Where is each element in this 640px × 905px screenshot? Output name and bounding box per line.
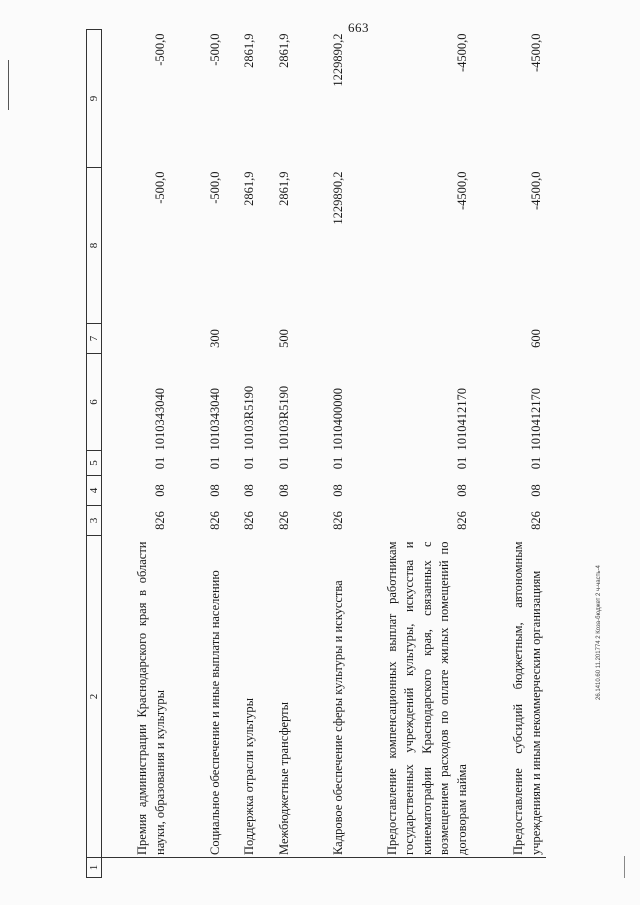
cell-subsection: 01 (241, 456, 256, 470)
cell-subsection: 01 (276, 456, 291, 470)
header-cell: 1 (87, 858, 102, 878)
header-cell: 6 (87, 354, 102, 451)
cell-ministry: 826 (330, 511, 345, 530)
table-row (259, 30, 294, 878)
cell-amount-8: -500,0 (152, 171, 167, 204)
cell-amount-8: -500,0 (207, 171, 222, 204)
cell-ministry: 826 (276, 511, 291, 530)
cell-description: Социальное обеспечение и иные выплаты населению (170, 536, 225, 858)
cell-section: 08 (276, 484, 291, 497)
cell-section: 08 (454, 484, 469, 497)
cell-ministry: 826 (454, 511, 469, 530)
cell-col1 (102, 858, 170, 878)
cell-expense-type (102, 324, 170, 354)
cell-ministry: 826 (241, 511, 256, 530)
cell-amount-9: -4500,0 (454, 33, 469, 73)
table-row (294, 30, 348, 878)
cell-description: Предоставление компенсационных выплат работникам государственных учреждений культуры, искусства и кинематографии Краснодарского края, связанных с возмещением расходов по оплате жилых помещений по договорам найма (348, 536, 472, 858)
cell-description: Кадровое обеспечение сферы культуры и искусства (294, 536, 348, 858)
margin-line (8, 60, 9, 110)
cell-target-code: 1010412170 (454, 388, 469, 451)
cell-subsection: 01 (207, 456, 222, 470)
cell-col1 (170, 858, 225, 878)
cell-amount-9: -4500,0 (528, 33, 543, 73)
header-cell: 9 (87, 30, 102, 168)
cell-amount-9: 2861,9 (276, 33, 291, 68)
cell-section: 08 (241, 484, 256, 497)
header-cell: 4 (87, 476, 102, 506)
cell-amount-9: 2861,9 (241, 33, 256, 68)
cell-subsection: 01 (454, 456, 469, 470)
cell-target-code: 1010343040 (152, 388, 167, 451)
cell-col1 (348, 858, 472, 878)
header-cell: 5 (87, 451, 102, 476)
cell-expense-type (294, 324, 348, 354)
cell-subsection: 01 (152, 456, 167, 470)
cell-target-code: 10103R5190 (241, 385, 256, 451)
margin-mark (624, 856, 625, 878)
cell-expense-type (348, 324, 472, 354)
cell-subsection: 01 (528, 456, 543, 470)
cell-col1 (225, 858, 259, 878)
cell-target-code: 1010343040 (207, 388, 222, 451)
cell-ministry: 826 (207, 511, 222, 530)
page-number: 663 (348, 20, 369, 35)
table-row (472, 30, 546, 878)
cell-target-code: 1010412170 (528, 388, 543, 451)
cell-ministry: 826 (152, 511, 167, 530)
table-row (102, 30, 170, 878)
cell-description: Предоставление субсидий бюджетным, автономным учреждениям и иным некоммерческим организациям (472, 536, 546, 858)
cell-amount-9: -500,0 (207, 33, 222, 66)
cell-expense-type: 500 (276, 329, 291, 348)
cell-target-code: 10103R5190 (276, 385, 291, 451)
header-cell: 3 (87, 506, 102, 536)
cell-amount-8: 2861,9 (276, 171, 291, 206)
cell-amount-9: 1229890,2 (330, 33, 345, 87)
cell-amount-9: -500,0 (152, 33, 167, 66)
header-cell: 2 (87, 536, 102, 858)
cell-description: Межбюджетные трансферты (259, 536, 294, 858)
cell-expense-type (225, 324, 259, 354)
cell-amount-8: -4500,0 (454, 171, 469, 211)
table-row (225, 30, 259, 878)
cell-col1 (259, 858, 294, 878)
cell-section: 08 (330, 484, 345, 497)
cell-subsection: 01 (330, 456, 345, 470)
cell-col1 (294, 858, 348, 878)
cell-section: 08 (207, 484, 222, 497)
cell-description: Премия администрации Краснодарского края в области науки, образования и культуры (102, 536, 170, 858)
cell-target-code: 1010400000 (330, 388, 345, 451)
budget-table-rotated (86, 30, 542, 878)
cell-expense-type: 300 (207, 329, 222, 348)
cell-ministry: 826 (528, 511, 543, 530)
footer-note: 26.1410.60 11.201774 2 Коза-бюджет 2 ч-часть-4 (596, 565, 602, 700)
cell-description: Поддержка отрасли культуры (225, 536, 259, 858)
cell-col1 (472, 858, 546, 878)
header-cell: 8 (87, 168, 102, 324)
cell-amount-8: 1229890,2 (330, 171, 345, 225)
budget-table (86, 29, 546, 878)
cell-section: 08 (152, 484, 167, 497)
header-cell: 7 (87, 324, 102, 354)
cell-amount-8: 2861,9 (241, 171, 256, 206)
table-header-row (87, 30, 102, 878)
cell-expense-type: 600 (528, 329, 543, 348)
cell-amount-8: -4500,0 (528, 171, 543, 211)
cell-section: 08 (528, 484, 543, 497)
table-row (170, 30, 225, 878)
table-row (348, 30, 472, 878)
